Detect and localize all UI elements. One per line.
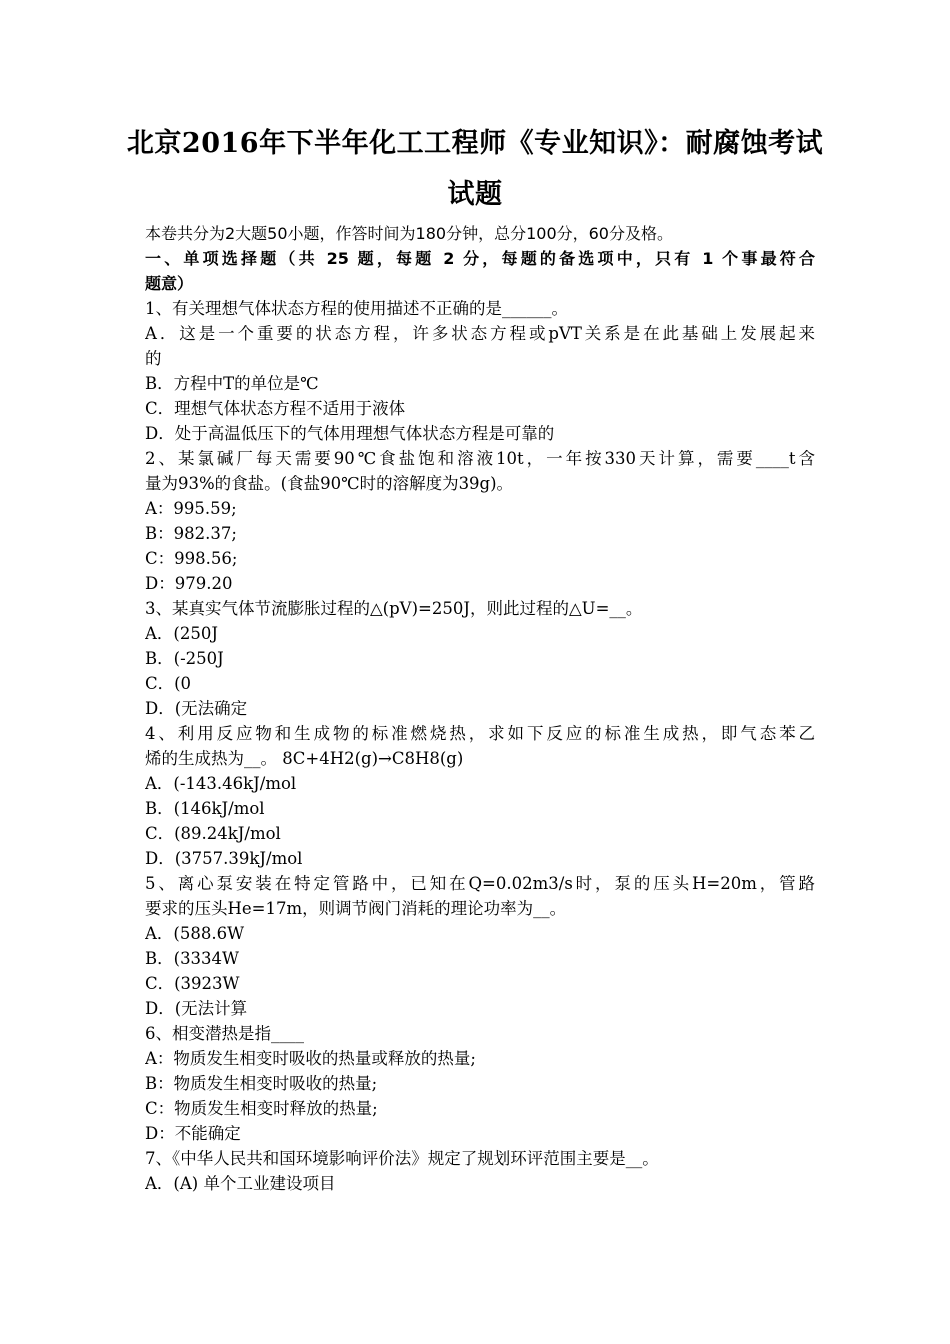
answer-option: C．(89.24kJ/mol <box>145 824 281 843</box>
answer-option: B．(3334W <box>145 949 240 968</box>
answer-option: B．(146kJ/mol <box>145 799 265 818</box>
answer-option: C．(3923W <box>145 974 240 993</box>
question-list <box>145 296 815 1196</box>
question-stem: 1、有关理想气体状态方程的使用描述不正确的是______。 <box>145 299 568 318</box>
answer-option: C．(0 <box>145 674 192 693</box>
answer-option: C．理想气体状态方程不适用于液体 <box>145 399 406 418</box>
question-stem: 4、利用反应物和生成物的标准燃烧热，求如下反应的标准生成热，即气态苯乙 <box>145 724 815 743</box>
question-item <box>145 721 815 871</box>
answer-option: A．(-143.46kJ/mol <box>145 774 297 793</box>
answer-option: D．(无法计算 <box>145 999 248 1018</box>
section-heading-line-2: 题意） <box>145 274 194 293</box>
answer-option: A．(588.6W <box>145 924 245 943</box>
document-title-line-1: 北京2016年下半年化工工程师《专业知识》：耐腐蚀考试 <box>126 128 824 159</box>
question-stem: 烯的生成热为__。 8C+4H2(g)→C8H8(g) <box>145 749 464 768</box>
document-body <box>145 221 815 1196</box>
answer-option: 的 <box>145 349 162 368</box>
question-stem: 5、离心泵安装在特定管路中，已知在Q=0.02m3/s时，泵的压头H=20m，管路 <box>145 874 815 893</box>
question-item <box>145 446 815 596</box>
question-stem: 6、相变潜热是指____ <box>145 1024 304 1043</box>
answer-option: B．方程中T的单位是℃ <box>145 374 319 393</box>
question-stem: 3、某真实气体节流膨胀过程的△(pV)=250J，则此过程的△U=__。 <box>145 599 643 618</box>
answer-option: C：物质发生相变时释放的热量; <box>145 1099 378 1118</box>
answer-option: A：995.59; <box>145 499 237 518</box>
question-stem: 要求的压头He=17m，则调节阀门消耗的理论功率为__。 <box>145 899 567 918</box>
answer-option: B：982.37; <box>145 524 237 543</box>
exam-intro: 本卷共分为2大题50小题，作答时间为180分钟，总分100分，60分及格。 <box>145 224 673 243</box>
answer-option: D．处于高温低压下的气体用理想气体状态方程是可靠的 <box>145 424 555 443</box>
section-heading-line-1: 一、单项选择题（共 25 题，每题 2 分，每题的备选项中，只有 1 个事最符合 <box>145 249 815 268</box>
question-item <box>145 1021 815 1146</box>
answer-option: A．(250J <box>145 624 218 643</box>
question-stem: 量为93%的食盐。(食盐90℃时的溶解度为39g)。 <box>145 474 514 493</box>
answer-option: D：979.20 <box>145 574 233 593</box>
answer-option: A：物质发生相变时吸收的热量或释放的热量; <box>145 1049 476 1068</box>
question-item <box>145 871 815 1021</box>
answer-option: A．(A) 单个工业建设项目 <box>145 1174 336 1193</box>
answer-option: D：不能确定 <box>145 1124 241 1143</box>
answer-option: A．这是一个重要的状态方程，许多状态方程或pVT关系是在此基础上发展起来 <box>145 324 815 343</box>
document-title-line-2: 试题 <box>447 179 503 210</box>
question-item <box>145 296 815 446</box>
question-item <box>145 1146 815 1196</box>
answer-option: C：998.56; <box>145 549 238 568</box>
answer-option: D．(无法确定 <box>145 699 248 718</box>
question-item <box>145 596 815 721</box>
answer-option: D．(3757.39kJ/mol <box>145 849 303 868</box>
answer-option: B．(-250J <box>145 649 224 668</box>
question-stem: 2、某氯碱厂每天需要90℃食盐饱和溶液10t，一年按330天计算，需要____t含 <box>145 449 815 468</box>
question-stem: 7、《中华人民共和国环境影响评价法》规定了规划环评范围主要是__。 <box>145 1149 659 1168</box>
answer-option: B：物质发生相变时吸收的热量; <box>145 1074 378 1093</box>
